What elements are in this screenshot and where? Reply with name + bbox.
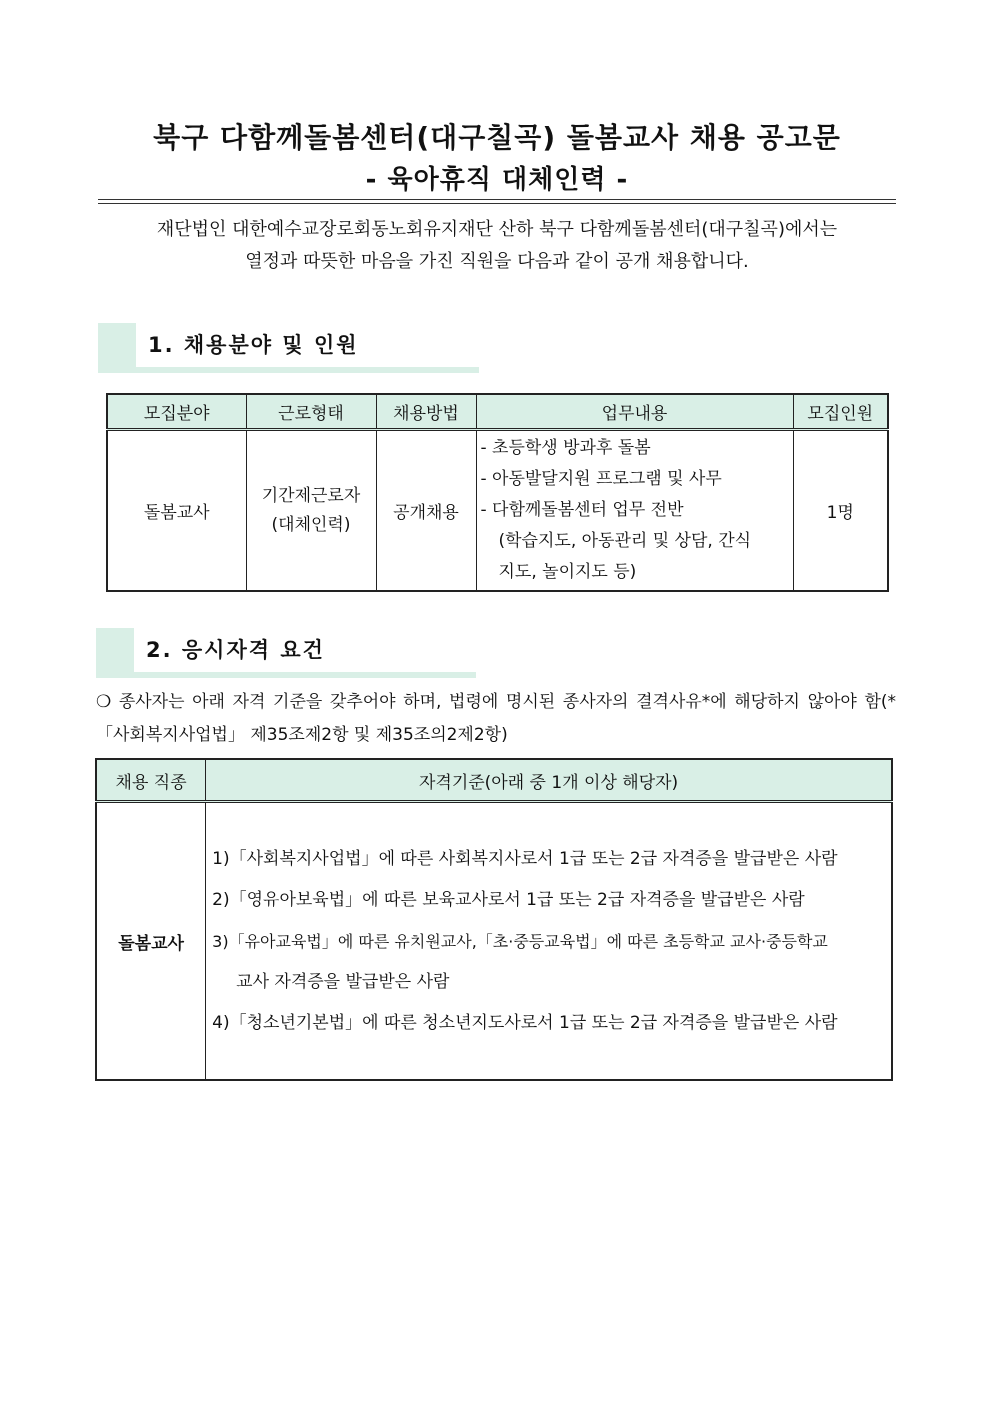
duty-item: 지도, 놀이지도 등) — [498, 562, 637, 582]
duties-cell — [476, 430, 793, 592]
qualification-item: 2)「영유아보육법」에 따른 보육교사로서 1급 또는 2급 자격증을 발급받은 사람 — [212, 889, 805, 910]
section-heading-qualifications — [96, 628, 476, 678]
role-cell: 돌봄교사 — [96, 802, 206, 1081]
qualifications-cell — [206, 802, 892, 1081]
title-sub: - 육아휴직 대체인력 - — [365, 165, 629, 195]
duty-item: (학습지도, 아동관리 및 상담, 간식 — [498, 531, 752, 551]
qualification-item: 3)「유아교육법」에 따른 유치원교사,「초·중등교육법」에 따른 초등학교 교사·중등학교 — [212, 931, 828, 951]
qualification-note: ❍ 종사자는 아래 자격 기준을 갖추어야 하며, 법령에 명시된 종사자의 결격사유*에 해당하지 않아야 함(*「사회복지사업법」 제35조제2항 및 제35조의2제2항) — [96, 692, 896, 745]
qualification-item: 4)「청소년기본법」에 따른 청소년지도사로서 1급 또는 2급 자격증을 발급받은 사람 — [212, 1012, 838, 1033]
section-heading-recruitment — [98, 323, 479, 373]
section-heading-label: 1. 채용분야 및 인원 — [148, 333, 359, 357]
employment-type-cell: 기간제근로자 (대체인력) — [246, 430, 376, 592]
table-row — [96, 802, 892, 1081]
column-header: 모집분야 — [107, 394, 246, 430]
duty-item: - 초등학생 방과후 돌봄 — [480, 438, 651, 458]
field-cell: 돌봄교사 — [107, 430, 246, 592]
intro-line: 열정과 따뜻한 마음을 가진 직원을 다음과 같이 공개 채용합니다. — [245, 251, 749, 272]
title-main: 북구 다함께돌봄센터(대구칠곡) 돌봄교사 채용 공고문 — [153, 121, 841, 154]
column-header: 근로형태 — [246, 394, 376, 430]
method-cell: 공개채용 — [376, 430, 476, 592]
qualification-item: 1)「사회복지사업법」에 따른 사회복지사로서 1급 또는 2급 자격증을 발급받은 사람 — [212, 848, 838, 869]
column-header: 자격기준(아래 중 1개 이상 해당자) — [206, 759, 892, 802]
column-header: 업무내용 — [476, 394, 793, 430]
table-row — [107, 430, 888, 592]
column-header: 모집인원 — [793, 394, 888, 430]
qualification-item: 교사 자격증을 발급받은 사람 — [236, 971, 450, 992]
intro-line: 재단법인 대한예수교장로회동노회유지재단 산하 북구 다함께돌봄센터(대구칠곡)에서는 — [156, 219, 838, 240]
table-header-row — [107, 394, 888, 430]
table-header-row — [96, 759, 892, 802]
count-cell: 1명 — [793, 430, 888, 592]
duty-item: - 아동발달지원 프로그램 및 사무 — [480, 469, 722, 489]
section-heading-label: 2. 응시자격 요건 — [146, 638, 325, 662]
recruitment-table — [106, 393, 889, 592]
duty-item: - 다함께돌봄센터 업무 전반 — [480, 500, 684, 520]
title-divider — [98, 199, 896, 204]
column-header: 채용 직종 — [96, 759, 206, 802]
intro-paragraph — [98, 214, 896, 278]
column-header: 채용방법 — [376, 394, 476, 430]
document-title — [98, 118, 896, 198]
qualification-table — [95, 758, 893, 1081]
